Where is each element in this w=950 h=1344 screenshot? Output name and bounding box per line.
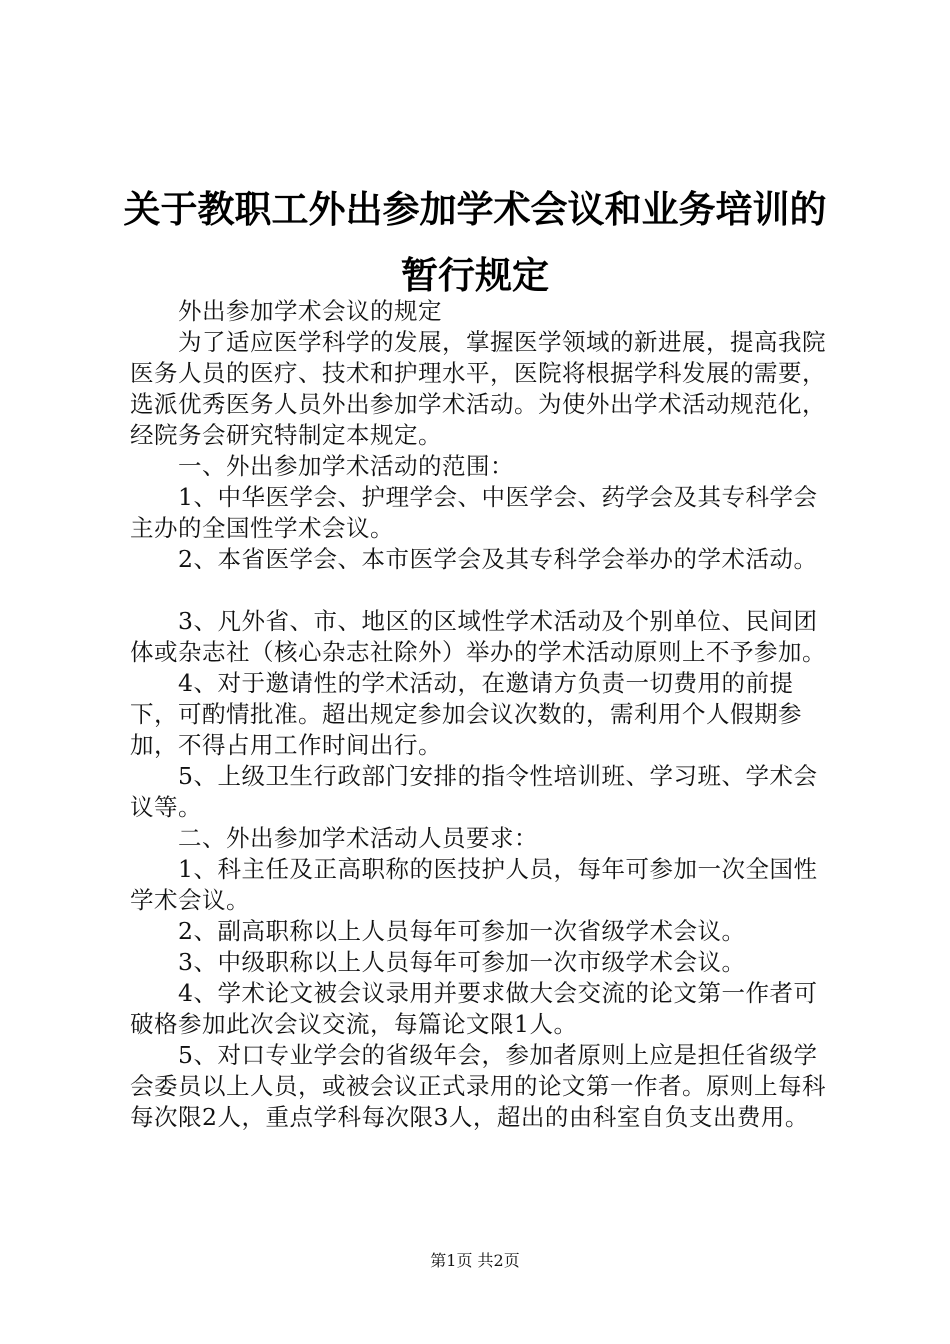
requirements-heading: 二、外出参加学术活动人员要求： [178, 824, 538, 852]
document-body [130, 296, 830, 1133]
scope-item-2: 2、本省医学会、本市医学会及其专科学会举办的学术活动。 [178, 545, 818, 573]
requirement-item-1: 1、科主任及正高职称的医技护人员，每年可参加一次全国性学术会议。 [130, 855, 818, 914]
scope-item-5: 5、上级卫生行政部门安排的指令性培训班、学习班、学术会议等。 [130, 762, 818, 821]
requirement-item-5: 5、对口专业学会的省级年会，参加者原则上应是担任省级学会委员以上人员，或被会议正式录用的论文第一作者。原则上每科每次限2人，重点学科每次限3人，超出的由科室自负支出费用。 [130, 1041, 826, 1131]
requirement-item-2: 2、副高职称以上人员每年可参加一次省级学术会议。 [178, 917, 746, 945]
page-footer: 第1页 共2页 [430, 1251, 520, 1270]
intro-paragraph: 为了适应医学科学的发展，掌握医学领域的新进展，提高我院医务人员的医疗、技术和护理水平，医院将根据学科发展的需要，选派优秀医务人员外出参加学术活动。为使外出学术活动规范化，经院务会研究特制定本规定。 [130, 328, 826, 449]
requirement-item-4: 4、学术论文被会议录用并要求做大会交流的论文第一作者可破格参加此次会议交流，每篇论文限1人。 [130, 979, 818, 1038]
section-heading: 外出参加学术会议的规定 [178, 297, 442, 325]
scope-item-3: 3、凡外省、市、地区的区域性学术活动及个别单位、民间团体或杂志社（核心杂志社除外）举办的学术活动原则上不予参加。 [130, 607, 826, 666]
scope-item-1: 1、中华医学会、护理学会、中医学会、药学会及其专科学会主办的全国性学术会议。 [130, 483, 818, 542]
document-title: 关于教职工外出参加学术会议和业务培训的暂行规定 [123, 187, 827, 297]
scope-heading: 一、外出参加学术活动的范围： [178, 452, 514, 480]
scope-item-4: 4、对于邀请性的学术活动，在邀请方负责一切费用的前提下，可酌情批准。超出规定参加会议次数的，需利用个人假期参加，不得占用工作时间出行。 [130, 669, 802, 759]
requirement-item-3: 3、中级职称以上人员每年可参加一次市级学术会议。 [178, 948, 746, 976]
